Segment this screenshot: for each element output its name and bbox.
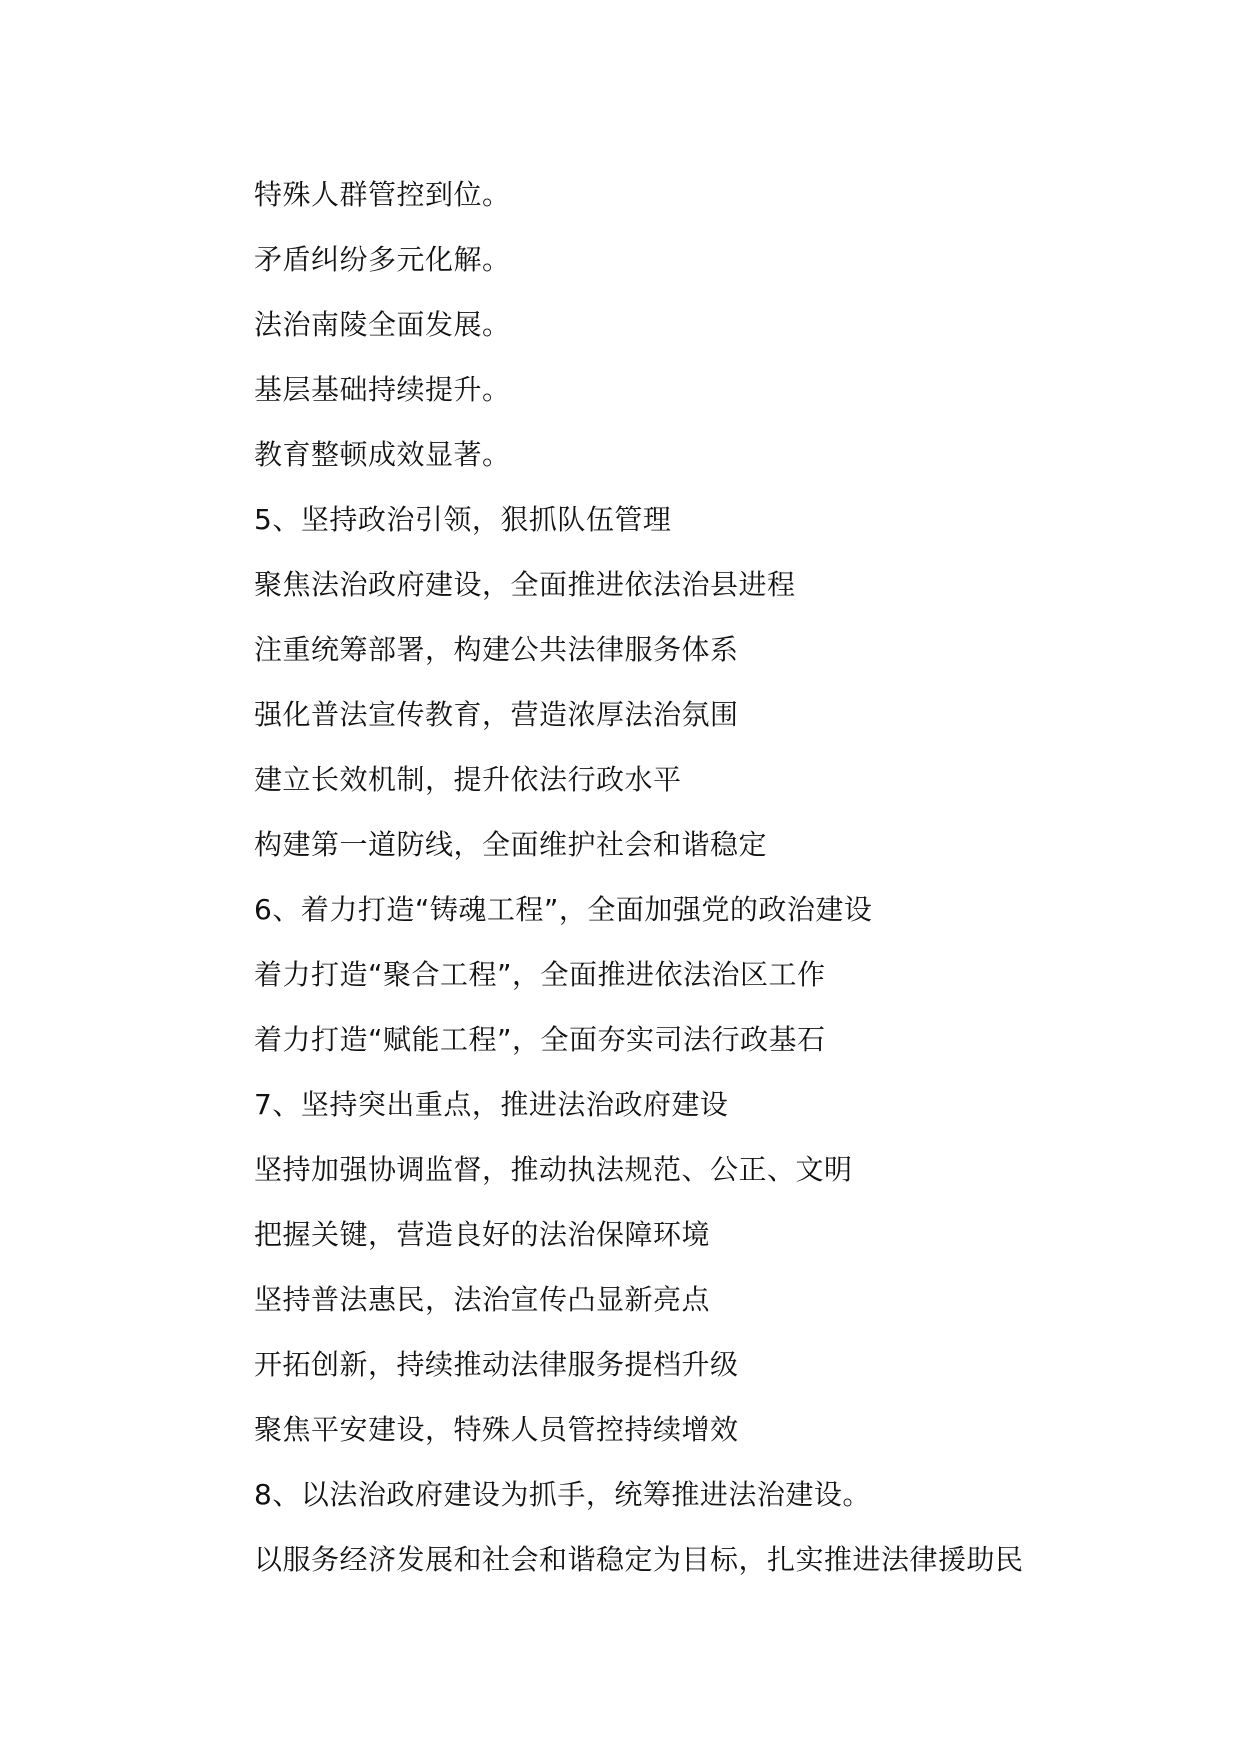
text-line: 基层基础持续提升。 — [254, 373, 511, 406]
section-heading-8: 8、以法治政府建设为抓手，统筹推进法治建设。 — [254, 1478, 871, 1511]
text-line: 注重统筹部署，构建公共法律服务体系 — [254, 633, 739, 666]
document-body — [254, 170, 1114, 1600]
text-line: 开拓创新，持续推动法律服务提档升级 — [254, 1348, 739, 1381]
text-line: 法治南陵全面发展。 — [254, 308, 511, 341]
text-line: 聚焦法治政府建设，全面推进依法治县进程 — [254, 568, 796, 601]
text-line: 着力打造“赋能工程”，全面夯实司法行政基石 — [254, 1023, 826, 1056]
section-heading-5: 5、坚持政治引领，狠抓队伍管理 — [254, 503, 672, 536]
text-line: 教育整顿成效显著。 — [254, 438, 511, 471]
text-line: 构建第一道防线，全面维护社会和谐稳定 — [254, 828, 768, 861]
text-line: 以服务经济发展和社会和谐稳定为目标，扎实推进法律援助民 — [254, 1543, 1024, 1576]
text-line: 矛盾纠纷多元化解。 — [254, 243, 511, 276]
text-line: 聚焦平安建设，特殊人员管控持续增效 — [254, 1413, 739, 1446]
section-heading-7: 7、坚持突出重点，推进法治政府建设 — [254, 1088, 729, 1121]
text-line: 坚持普法惠民，法治宣传凸显新亮点 — [254, 1283, 711, 1316]
text-line: 着力打造“聚合工程”，全面推进依法治区工作 — [254, 958, 826, 991]
text-line: 建立长效机制，提升依法行政水平 — [254, 763, 682, 796]
text-line: 特殊人群管控到位。 — [254, 178, 511, 211]
text-line: 强化普法宣传教育，营造浓厚法治氛围 — [254, 698, 739, 731]
text-line: 坚持加强协调监督，推动执法规范、公正、文明 — [254, 1153, 853, 1186]
text-line: 把握关键，营造良好的法治保障环境 — [254, 1218, 711, 1251]
section-heading-6: 6、着力打造“铸魂工程”，全面加强党的政治建设 — [254, 893, 873, 926]
